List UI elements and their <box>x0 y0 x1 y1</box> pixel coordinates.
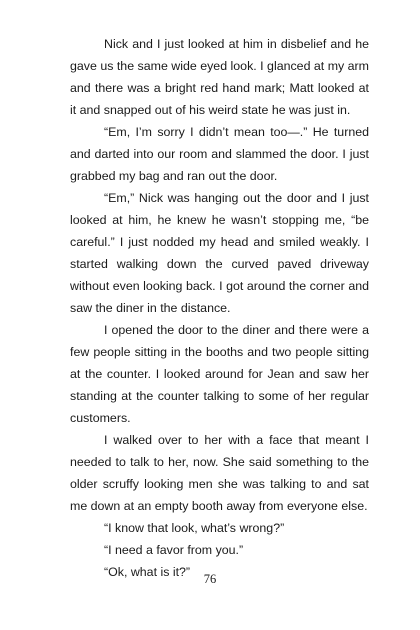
dialogue-line: “I know that look, what’s wrong?” <box>104 521 285 535</box>
paragraph: “Em, I’m sorry I didn’t mean too—.” He turned and darted into our room and slammed the door. I just grabbed my bag and ran out the door. <box>70 125 369 183</box>
paragraph: “Em,” Nick was hanging out the door and I just looked at him, he knew he wasn’t stopping me, “be careful.” I just nodded my head and smiled weakly. I started walking down the curved paved driveway without even looking back. I got around the corner and saw the diner in the distance. <box>70 191 369 315</box>
body-text <box>70 33 369 583</box>
paragraph: Nick and I just looked at him in disbelief and he gave us the same wide eyed look. I glanced at my arm and there was a bright red hand mark; Matt looked at it and snapped out of his weird state he was just in. <box>70 37 369 117</box>
paragraph: I opened the door to the diner and there were a few people sitting in the booths and two people sitting at the counter. I looked around for Jean and saw her standing at the counter talking to some of her regular customers. <box>70 323 369 425</box>
paragraph: I walked over to her with a face that meant I needed to talk to her, now. She said something to the older scruffy looking men she was talking to and sat me down at an empty booth away from everyone else. <box>70 433 369 513</box>
page-number: 76 <box>203 572 217 586</box>
dialogue-line: “Ok, what is it?” <box>104 565 191 579</box>
dialogue-line: “I need a favor from you.” <box>104 543 244 557</box>
